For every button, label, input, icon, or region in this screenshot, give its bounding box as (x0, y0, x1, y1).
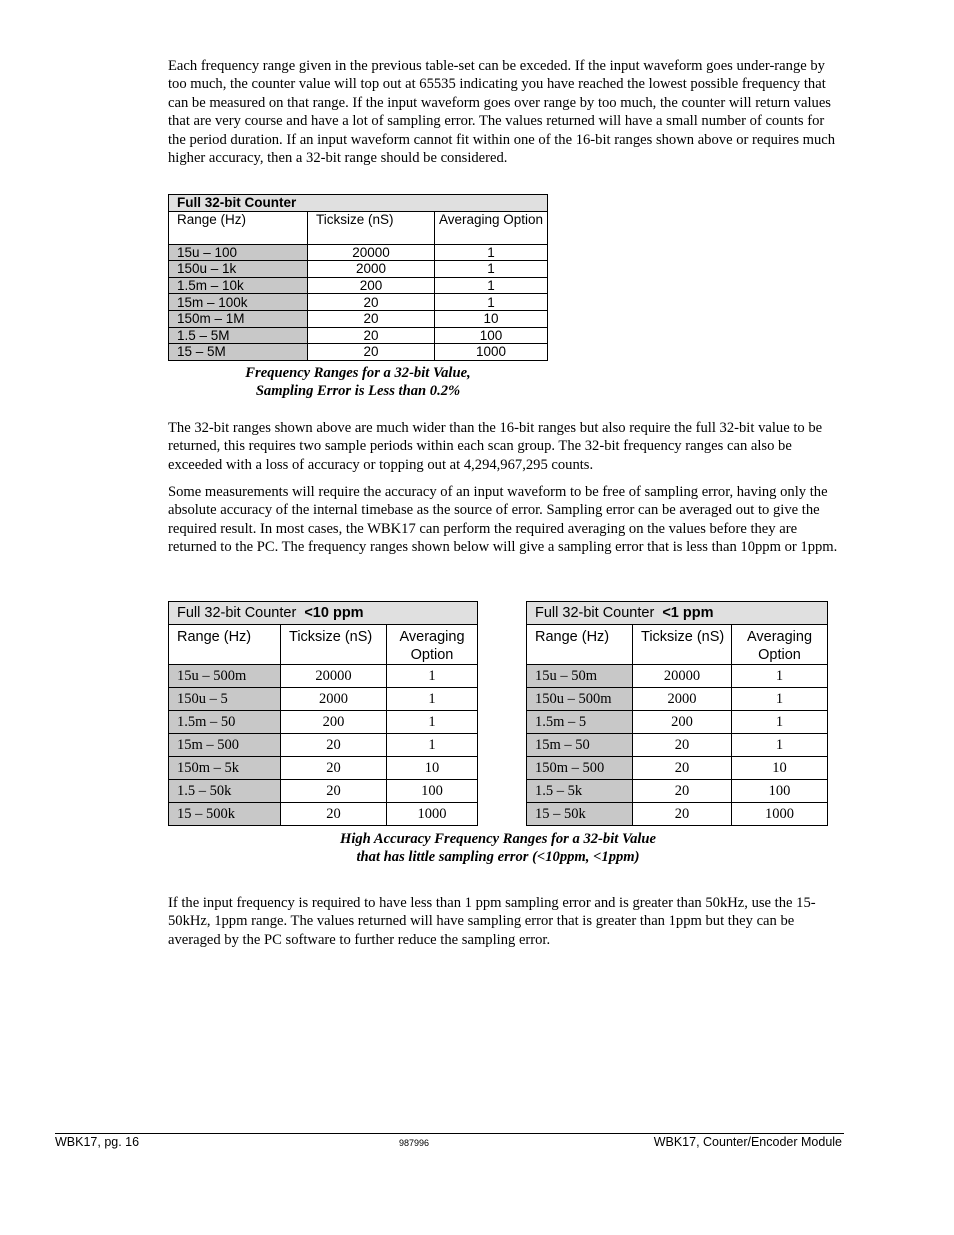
table-row (169, 244, 548, 261)
cell-ticksize: 20 (633, 803, 732, 826)
cell-averaging: 1000 (732, 803, 828, 826)
cell-averaging: 10 (435, 310, 548, 327)
cell-averaging: 1 (435, 244, 548, 261)
cell-ticksize: 20 (633, 734, 732, 757)
cell-ticksize: 20 (281, 734, 387, 757)
footer-page-label: WBK17, pg. 16 (55, 1135, 140, 1149)
cell-averaging: 1 (387, 665, 478, 688)
cell-range: 150m – 1M (169, 310, 308, 327)
table2-title-bold: <10 ppm (304, 605, 364, 621)
table-row (527, 665, 828, 688)
table2-title (169, 602, 478, 625)
cell-range: 150u – 500m (527, 688, 633, 711)
table-row (527, 803, 828, 826)
table3-title-bold: <1 ppm (662, 605, 714, 621)
cell-ticksize: 20 (633, 757, 732, 780)
table-32bit-counter (168, 194, 548, 361)
cell-range: 15u – 500m (169, 665, 281, 688)
table-row (527, 688, 828, 711)
tables-caption-line1: High Accuracy Frequency Ranges for a 32-bit Value (339, 831, 657, 847)
table-row (169, 294, 548, 311)
table2-header-ticksize: Ticksize (nS) (281, 625, 387, 665)
table1-header-range: Range (Hz) (169, 211, 308, 244)
cell-ticksize: 200 (308, 277, 435, 294)
cell-range: 15 – 500k (169, 803, 281, 826)
cell-ticksize: 2000 (308, 261, 435, 278)
table1-header-averaging: Averaging Option (435, 211, 548, 244)
table-row (527, 734, 828, 757)
cell-ticksize: 20 (281, 803, 387, 826)
table1-caption-line1: Frequency Ranges for a 32-bit Value, (245, 365, 471, 381)
table-row (169, 327, 548, 344)
cell-range: 15u – 50m (527, 665, 633, 688)
cell-averaging: 1 (732, 688, 828, 711)
table3-header-ticksize: Ticksize (nS) (633, 625, 732, 665)
cell-range: 1.5 – 50k (169, 780, 281, 803)
table3-title-prefix: Full 32-bit Counter (535, 605, 655, 621)
table-10ppm (168, 601, 478, 826)
footer-module-title: WBK17, Counter/Encoder Module (653, 1135, 842, 1149)
cell-ticksize: 20 (281, 757, 387, 780)
table2-header-range: Range (Hz) (169, 625, 281, 665)
table-1ppm (526, 601, 828, 826)
paragraph-range-exceeded: Each frequency range given in the previous table-set can be exceded. If the input waveform goes under-range by too much, the counter value will top out at 65535 indicating you have reached the lowest possible frequency that can be measured on that range. If the input waveform goes over range by too much, the counter will return values that are very course and have a lot of sampling error. The values returned will have a small number of counts for the period duration. If an input waveform cannot fit within one of the 16-bit ranges shown above or requires much higher accuracy, then a 32-bit range should be considered. (168, 58, 836, 167)
cell-ticksize: 20 (308, 310, 435, 327)
cell-ticksize: 20 (308, 344, 435, 361)
cell-ticksize: 200 (281, 711, 387, 734)
cell-range: 1.5m – 5 (527, 711, 633, 734)
cell-range: 150u – 5 (169, 688, 281, 711)
cell-averaging: 1 (732, 665, 828, 688)
cell-averaging: 1 (435, 277, 548, 294)
table-row (527, 780, 828, 803)
cell-averaging: 1 (732, 734, 828, 757)
cell-ticksize: 20 (308, 327, 435, 344)
paragraph-above-50khz: If the input frequency is required to have less than 1 ppm sampling error and is greater than 50kHz, use the 15-50kHz, 1ppm range. The values returned will have sampling error that is greater than 1ppm but they can be averaged by the PC software to further reduce the sampling error. (168, 895, 816, 948)
table-row (169, 711, 478, 734)
cell-averaging: 10 (387, 757, 478, 780)
table-row (169, 261, 548, 278)
cell-averaging: 1 (387, 711, 478, 734)
footer-doc-number: 987996 (399, 1138, 430, 1148)
cell-ticksize: 20 (281, 780, 387, 803)
table1-caption-line2: Sampling Error is Less than 0.2% (255, 383, 461, 400)
cell-range: 150m – 500 (527, 757, 633, 780)
cell-ticksize: 20000 (281, 665, 387, 688)
cell-averaging: 100 (732, 780, 828, 803)
table-row (169, 734, 478, 757)
cell-averaging: 1 (435, 261, 548, 278)
table-row (527, 711, 828, 734)
table3-title (527, 602, 828, 625)
table2-title-prefix: Full 32-bit Counter (177, 605, 297, 621)
cell-range: 150m – 5k (169, 757, 281, 780)
table-row (169, 344, 548, 361)
table-row (169, 688, 478, 711)
cell-ticksize: 20 (633, 780, 732, 803)
table-row (169, 803, 478, 826)
table3-header-range: Range (Hz) (527, 625, 633, 665)
tables-caption-line2: that has little sampling error (<10ppm, <1ppm) (356, 849, 640, 866)
tables-caption (168, 830, 828, 866)
cell-averaging: 10 (732, 757, 828, 780)
cell-range: 15m – 100k (169, 294, 308, 311)
cell-range: 1.5m – 10k (169, 277, 308, 294)
table1-header-ticksize: Ticksize (nS) (308, 211, 435, 244)
cell-range: 1.5 – 5k (527, 780, 633, 803)
cell-range: 150u – 1k (169, 261, 308, 278)
cell-range: 15m – 50 (527, 734, 633, 757)
cell-ticksize: 20000 (633, 665, 732, 688)
cell-averaging: 100 (435, 327, 548, 344)
cell-averaging: 1000 (387, 803, 478, 826)
cell-averaging: 100 (387, 780, 478, 803)
cell-ticksize: 20000 (308, 244, 435, 261)
cell-averaging: 1 (387, 688, 478, 711)
table-row (169, 665, 478, 688)
cell-range: 15 – 50k (527, 803, 633, 826)
cell-range: 15m – 500 (169, 734, 281, 757)
cell-averaging: 1 (435, 294, 548, 311)
cell-ticksize: 2000 (633, 688, 732, 711)
table1-caption (168, 364, 548, 400)
cell-ticksize: 200 (633, 711, 732, 734)
table3-header-averaging: Averaging Option (732, 625, 828, 665)
cell-range: 15 – 5M (169, 344, 308, 361)
table-row (169, 780, 478, 803)
cell-averaging: 1 (387, 734, 478, 757)
table-row (169, 310, 548, 327)
paragraph-sampling-error: Some measurements will require the accuracy of an input waveform to be free of sampling error, having only the absolute accuracy of the internal timebase as the source of error. Sampling error can be averaged out to give the required result. In most cases, the WBK17 can perform the required averaging on the values before they are returned to the PC. The frequency ranges shown below will give a sampling error that is less than 10ppm or 1ppm. (168, 484, 838, 556)
paragraph-32bit-ranges: The 32-bit ranges shown above are much wider than the 16-bit ranges but also require the full 32-bit value to be returned, this requires two sample periods within each scan group. The 32-bit frequency ranges can also be exceeded with a loss of accuracy or topping out at 4,294,967,295 counts. (168, 420, 823, 473)
cell-averaging: 1 (732, 711, 828, 734)
table1-title: Full 32-bit Counter (169, 195, 548, 212)
footer-rule (55, 1133, 844, 1134)
table-row (527, 757, 828, 780)
cell-range: 15u – 100 (169, 244, 308, 261)
table2-header-averaging: Averaging Option (387, 625, 478, 665)
table-row (169, 757, 478, 780)
cell-ticksize: 2000 (281, 688, 387, 711)
cell-range: 1.5m – 50 (169, 711, 281, 734)
cell-averaging: 1000 (435, 344, 548, 361)
cell-range: 1.5 – 5M (169, 327, 308, 344)
cell-ticksize: 20 (308, 294, 435, 311)
table-row (169, 277, 548, 294)
